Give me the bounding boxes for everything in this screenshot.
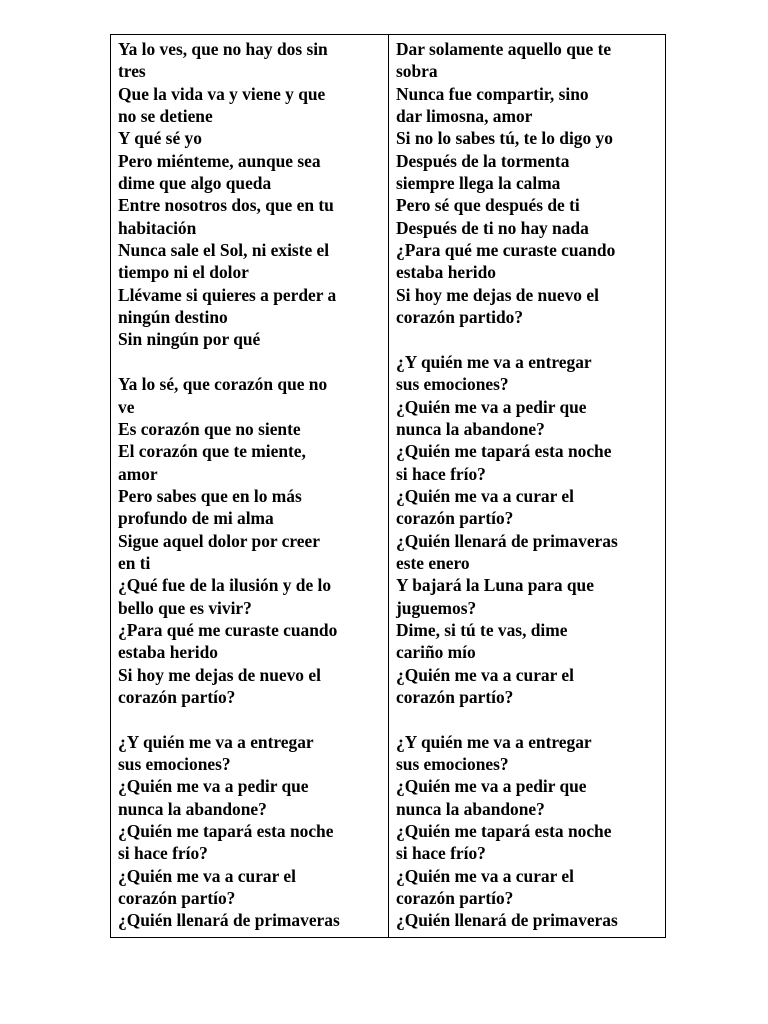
- lyric-line: bello que es vivir?: [118, 597, 252, 618]
- lyric-line: Y bajará la Luna para que: [396, 575, 594, 596]
- lyric-line: estaba herido: [396, 262, 496, 283]
- lyric-line: Sin ningún por qué: [118, 329, 261, 350]
- lyric-line: ¿Quién me va a pedir que: [118, 776, 309, 797]
- lyric-line: corazón partío?: [396, 888, 514, 909]
- lyric-line: ¿Y quién me va a entregar: [396, 351, 592, 372]
- lyric-line: ¿Y quién me va a entregar: [396, 731, 592, 752]
- lyric-line: amor: [118, 463, 158, 484]
- lyric-line: si hace frío?: [396, 843, 486, 864]
- lyric-line: dar limosna, amor: [396, 106, 533, 127]
- lyrics-column-right: [388, 35, 665, 937]
- lyrics-column-left: [111, 35, 388, 937]
- lyric-line: cariño mío: [396, 642, 476, 663]
- lyric-line: ¿Quién me va a curar el: [396, 664, 574, 685]
- lyric-line: ¿Quién me tapará esta noche: [118, 821, 334, 842]
- lyric-line: tres: [118, 61, 146, 82]
- lyric-line: si hace frío?: [396, 463, 486, 484]
- lyric-line: El corazón que te miente,: [118, 441, 306, 462]
- lyric-line: siempre llega la calma: [396, 173, 561, 194]
- lyric-line: ve: [118, 396, 135, 417]
- lyric-line: Dar solamente aquello que te: [396, 39, 612, 59]
- lyric-line: nunca la abandone?: [396, 798, 545, 819]
- lyric-line: ¿Qué fue de la ilusión y de lo: [118, 575, 332, 596]
- lyric-line: Pero sabes que en lo más: [118, 485, 302, 506]
- lyric-line: Ya lo ves, que no hay dos sin: [118, 39, 328, 59]
- lyric-line: profundo de mi alma: [118, 508, 274, 529]
- lyric-line: sus emociones?: [396, 754, 509, 774]
- lyrics-table: [110, 34, 666, 938]
- lyric-line: ¿Quién llenará de primaveras: [396, 530, 618, 551]
- lyric-line: Pero miénteme, aunque sea: [118, 150, 321, 171]
- lyric-line: nunca la abandone?: [118, 798, 267, 819]
- lyric-line: Si no lo sabes tú, te lo digo yo: [396, 128, 613, 149]
- lyric-line: Nunca fue compartir, sino: [396, 83, 589, 104]
- lyric-line: ¿Quién llenará de primaveras: [396, 910, 618, 931]
- lyric-line: Entre nosotros dos, que en tu: [118, 195, 334, 216]
- lyric-line: corazón partío?: [396, 686, 514, 707]
- lyric-line: Si hoy me dejas de nuevo el: [118, 664, 321, 685]
- lyric-line: Pero sé que después de ti: [396, 195, 580, 216]
- stanza-break: [118, 351, 384, 373]
- lyric-line: ¿Quién me va a pedir que: [396, 776, 587, 797]
- lyric-line: Y qué sé yo: [118, 128, 202, 149]
- stanza-break: [396, 708, 661, 730]
- lyric-line: habitación: [118, 217, 197, 238]
- lyric-line: Después de ti no hay nada: [396, 217, 589, 238]
- stanza-break: [396, 328, 661, 350]
- lyric-line: Sigue aquel dolor por creer: [118, 530, 320, 551]
- lyric-line: ¿Quién me tapará esta noche: [396, 821, 612, 842]
- lyric-line: ¿Quién me va a pedir que: [396, 396, 587, 417]
- lyric-line: dime que algo queda: [118, 173, 272, 194]
- lyric-line: ¿Para qué me curaste cuando: [118, 619, 338, 640]
- lyric-line: Dime, si tú te vas, dime: [396, 619, 568, 640]
- lyric-line: corazón partío?: [118, 686, 236, 707]
- lyric-line: Que la vida va y viene y que: [118, 83, 326, 104]
- lyric-line: en ti: [118, 552, 151, 573]
- lyric-line: Es corazón que no siente: [118, 418, 301, 439]
- lyric-line: ¿Para qué me curaste cuando: [396, 240, 616, 261]
- lyric-line: no se detiene: [118, 106, 213, 127]
- lyric-line: sus emociones?: [396, 374, 509, 395]
- stanza-break: [118, 708, 384, 730]
- lyric-line: Después de la tormenta: [396, 150, 570, 171]
- lyric-line: Llévame si quieres a perder a: [118, 284, 337, 305]
- lyric-line: tiempo ni el dolor: [118, 262, 249, 283]
- lyric-line: corazón partido?: [396, 307, 524, 328]
- lyric-line: corazón partío?: [396, 508, 514, 529]
- lyric-line: ¿Quién me tapará esta noche: [396, 441, 612, 462]
- lyric-line: Si hoy me dejas de nuevo el: [396, 284, 599, 305]
- lyric-line: juguemos?: [396, 597, 477, 618]
- lyric-line: Nunca sale el Sol, ni existe el: [118, 240, 330, 261]
- lyric-line: ningún destino: [118, 307, 228, 328]
- lyric-line: estaba herido: [118, 642, 218, 663]
- lyric-line: ¿Quién me va a curar el: [118, 865, 296, 886]
- lyric-line: si hace frío?: [118, 843, 208, 864]
- lyric-line: sus emociones?: [118, 754, 231, 774]
- lyric-line: nunca la abandone?: [396, 418, 545, 439]
- lyric-line: ¿Quién me va a curar el: [396, 865, 574, 886]
- lyric-line: Ya lo sé, que corazón que no: [118, 374, 328, 395]
- lyric-line: corazón partío?: [118, 888, 236, 909]
- lyric-line: sobra: [396, 61, 438, 82]
- lyric-line: ¿Y quién me va a entregar: [118, 731, 314, 752]
- lyric-line: ¿Quién llenará de primaveras: [118, 910, 340, 931]
- lyric-line: este enero: [396, 552, 470, 573]
- lyric-line: ¿Quién me va a curar el: [396, 485, 574, 506]
